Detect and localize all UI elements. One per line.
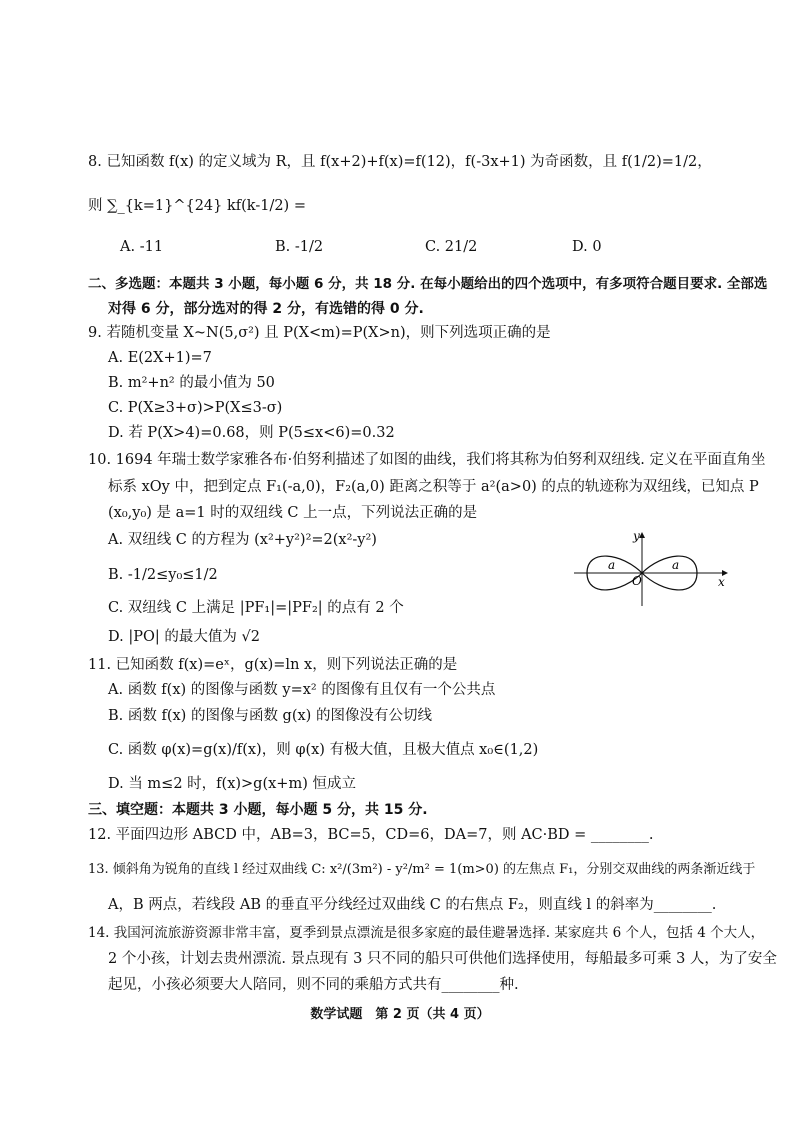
q9-option-c: C. P(X≥3+σ)>P(X≤3-σ)	[108, 400, 283, 416]
q11-stem: 11. 已知函数 f(x)=eˣ，g(x)=ln x，则下列说法正确的是	[88, 657, 458, 673]
label-a-right: a	[672, 558, 680, 572]
label-y: y	[633, 529, 640, 543]
page-footer: 数学试题 第 2 页（共 4 页）	[310, 1007, 490, 1022]
q14-line3: 起见，小孩必须要大人陪同，则不同的乘船方式共有________种.	[108, 977, 519, 993]
q11-option-a: A. 函数 f(x) 的图像与函数 y=x² 的图像有且仅有一个公共点	[108, 682, 496, 698]
section3-heading: 三、填空题：本题共 3 小题，每小题 5 分，共 15 分.	[88, 802, 428, 818]
q9-option-d: D. 若 P(X>4)=0.68，则 P(5≤x<6)=0.32	[108, 425, 395, 441]
y-axis-arrow	[639, 532, 645, 538]
q9-option-a: A. E(2X+1)=7	[108, 350, 212, 366]
section2-heading-line2: 对得 6 分，部分选对的得 2 分，有选错的得 0 分.	[108, 301, 424, 317]
q8-option-b: B. -1/2	[275, 239, 324, 255]
q8-option-c: C. 21/2	[425, 239, 478, 255]
label-o: O	[632, 574, 642, 588]
q10-stem-line3: (x₀,y₀) 是 a=1 时的双纽线 C 上一点，下列说法正确的是	[108, 505, 478, 521]
lemniscate-figure	[572, 528, 732, 608]
q9-stem: 9. 若随机变量 X~N(5,σ²) 且 P(X<m)=P(X>n)，则下列选项正确的是	[88, 325, 551, 341]
q12-stem: 12. 平面四边形 ABCD 中，AB=3，BC=5，CD=6，DA=7，则 AC·BD = ________.	[88, 827, 654, 843]
section2-heading-line1: 二、多选题：本题共 3 小题，每小题 6 分，共 18 分. 在每小题给出的四个选项中，有多项符合题目要求. 全部选	[88, 276, 768, 292]
label-x: x	[718, 575, 725, 589]
q11-option-d: D. 当 m≤2 时，f(x)>g(x+m) 恒成立	[108, 776, 356, 792]
q10-option-d: D. |PO| 的最大值为 √2	[108, 629, 260, 645]
q9-option-b: B. m²+n² 的最小值为 50	[108, 375, 275, 391]
q10-option-a: A. 双纽线 C 的方程为 (x²+y²)²=2(x²-y²)	[108, 532, 377, 548]
q10-option-b: B. -1/2≤y₀≤1/2	[108, 567, 218, 583]
q8-stem-line1: 8. 已知函数 f(x) 的定义域为 R，且 f(x+2)+f(x)=f(12)，f(-3x+1) 为奇函数，且 f(1/2)=1/2，	[88, 154, 712, 170]
q8-option-a: A. -11	[120, 239, 164, 255]
label-a-left: a	[608, 558, 616, 572]
q14-line1: 14. 我国河流旅游资源非常丰富，夏季到景点漂流是很多家庭的最佳避暑选择. 某家庭共 6 个人，包括 4 个大人，	[88, 925, 765, 941]
q10-option-c: C. 双纽线 C 上满足 |PF₁|=|PF₂| 的点有 2 个	[108, 600, 404, 616]
q10-stem-line2: 标系 xOy 中，把到定点 F₁(-a,0)，F₂(a,0) 距离之积等于 a²(a>0) 的点的轨迹称为双纽线，已知点 P	[108, 479, 759, 495]
q11-option-c: C. 函数 φ(x)=g(x)/f(x)，则 φ(x) 有极大值，且极大值点 x₀∈(1,2)	[108, 742, 539, 758]
q10-stem-line1: 10. 1694 年瑞士数学家雅各布·伯努利描述了如图的曲线，我们将其称为伯努利双纽线. 定义在平面直角坐	[88, 452, 766, 468]
q11-option-b: B. 函数 f(x) 的图像与函数 g(x) 的图像没有公切线	[108, 708, 432, 724]
q13-line2: A，B 两点，若线段 AB 的垂直平分线经过双曲线 C 的右焦点 F₂，则直线 l 的斜率为________.	[108, 897, 717, 913]
q8-option-d: D. 0	[572, 239, 602, 255]
q14-line2: 2 个小孩，计划去贵州漂流. 景点现有 3 只不同的船只可供他们选择使用，每船最多可乘 3 人，为了安全	[108, 951, 777, 967]
q8-stem-line2: 则 ∑_{k=1}^{24} kf(k-1/2) =	[88, 198, 306, 214]
q13-line1: 13. 倾斜角为锐角的直线 l 经过双曲线 C: x²/(3m²) - y²/m² = 1(m>0) 的左焦点 F₁，分别交双曲线的两条渐近线于	[88, 862, 756, 877]
